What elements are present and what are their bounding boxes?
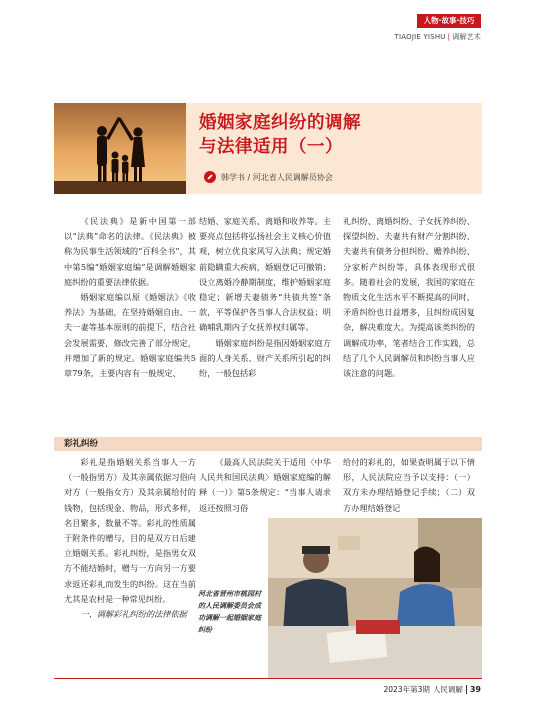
section-paragraph: 《最高人民法院关于适用〈中华人民共和国民法典〉婚姻家庭编的解释（一）》第5条规定：“当事人请求返还按照习俗 [199,457,331,513]
section-column-3 [343,455,475,516]
mediation-photo [268,518,482,678]
footer-divider [54,678,482,679]
column-name-cn: 调解艺术 [452,33,481,41]
column-name [395,32,481,42]
footer-separator [466,685,467,694]
pen-icon [204,171,216,183]
section-column-2 [199,455,331,516]
article-banner [54,103,482,194]
article-title [199,111,469,159]
body-column-1 [64,214,196,381]
column-tag: 人物·故事·技巧 [417,14,481,28]
section-subheading: 一、调解彩礼纠纷的法律依据 [80,609,187,620]
body-paragraph: 结婚、家庭关系、离婚和收养等。主要亮点包括将弘扬社会主义核心价值观，树立优良家风写入法典；规定婚前隐瞒重大疾病，婚姻登记可撤销；设立离婚冷静期制度，维护婚姻家庭稳定；新增夫妻债务“共债共签”条款，平等保护各当事人合法权益；明确哺乳期内子女抚养权归属等。 [199,216,331,333]
body-paragraph: 《民法典》是新中国第一部以“法典”命名的法律。《民法典》被称为民事生活领域的“百科全书”，其中第5编“婚姻家庭编”是调解婚姻家庭纠纷的重要法律依据。 [64,216,196,287]
family-silhouette-image [54,103,186,194]
section-column-1 [64,455,196,622]
page-number: 39 [469,685,481,694]
column-name-en: TIAOJIE YISHU [394,33,446,41]
section-paragraph: 彩礼是指婚姻关系当事人一方（一般指男方）及其亲属依据习俗向对方（一般指女方）及其亲属给付的钱物，包括现金、物品，形式多样，名目繁多，数量不等。彩礼的性质属于附条件的赠与，目的是双方日后建立婚姻关系。彩礼纠纷，是指男女双方不能结婚时，赠与一方向另一方要求返还彩礼而发生的纠纷。这在当前尤其是农村是一种常见纠纷。 [64,457,196,604]
body-paragraph: 婚姻家庭编以原《婚姻法》《收养法》为基础，在坚持婚姻自由、一夫一妻等基本原则的前提下，结合社会发展需要，修改完善了部分规定，并增加了新的规定。婚姻家庭编共5章79条，主要内容有一般规定、 [64,292,196,379]
footer-issue: 2023年第3期 [383,685,430,694]
section-header-bar [54,437,482,451]
author-name: 韩学书 / 河北省人民调解员协会 [221,172,333,182]
article-author [204,171,333,183]
body-paragraph: 礼纠纷、离婚纠纷、子女抚养纠纷、探望纠纷、夫妻共有财产分割纠纷、夫妻共有债务分担纠纷、赡养纠纷、分家析产纠纷等，具体表现形式很多。随着社会的发展，我国的家庭在物质文化生活水平不断提高的同时，矛盾纠纷也日益增多，且纠纷成因复杂，解决难度大。为提高该类纠纷的调解成功率，笔者结合工作实践，总结了几个人民调解员和纠纷当事人应该注意的问题。 [343,216,475,379]
footer-magazine: 人民调解 [432,685,463,694]
photo-caption: 河北省晋州市桃园村的人民调解委员会成功调解一起婚姻家庭纠纷 [198,589,261,634]
section-title: 彩礼纠纷 [64,439,99,449]
article-title-line-2: 与法律适用（一） [199,137,343,157]
body-paragraph: 婚姻家庭纠纷是指因婚姻家庭方面的人身关系、财产关系所引起的纠纷，一般包括彩 [199,337,331,379]
page-footer [384,684,482,695]
column-separator: | [447,33,451,41]
body-column-3 [343,214,475,381]
section-paragraph: 给付的彩礼的，如果查明属于以下情形，人民法院应当予以支持：（一）双方未办理结婚登记手续；（二）双方办理结婚登记 [343,457,475,513]
body-column-2 [199,214,331,381]
article-title-line-1: 婚姻家庭纠纷的调解 [199,113,361,133]
